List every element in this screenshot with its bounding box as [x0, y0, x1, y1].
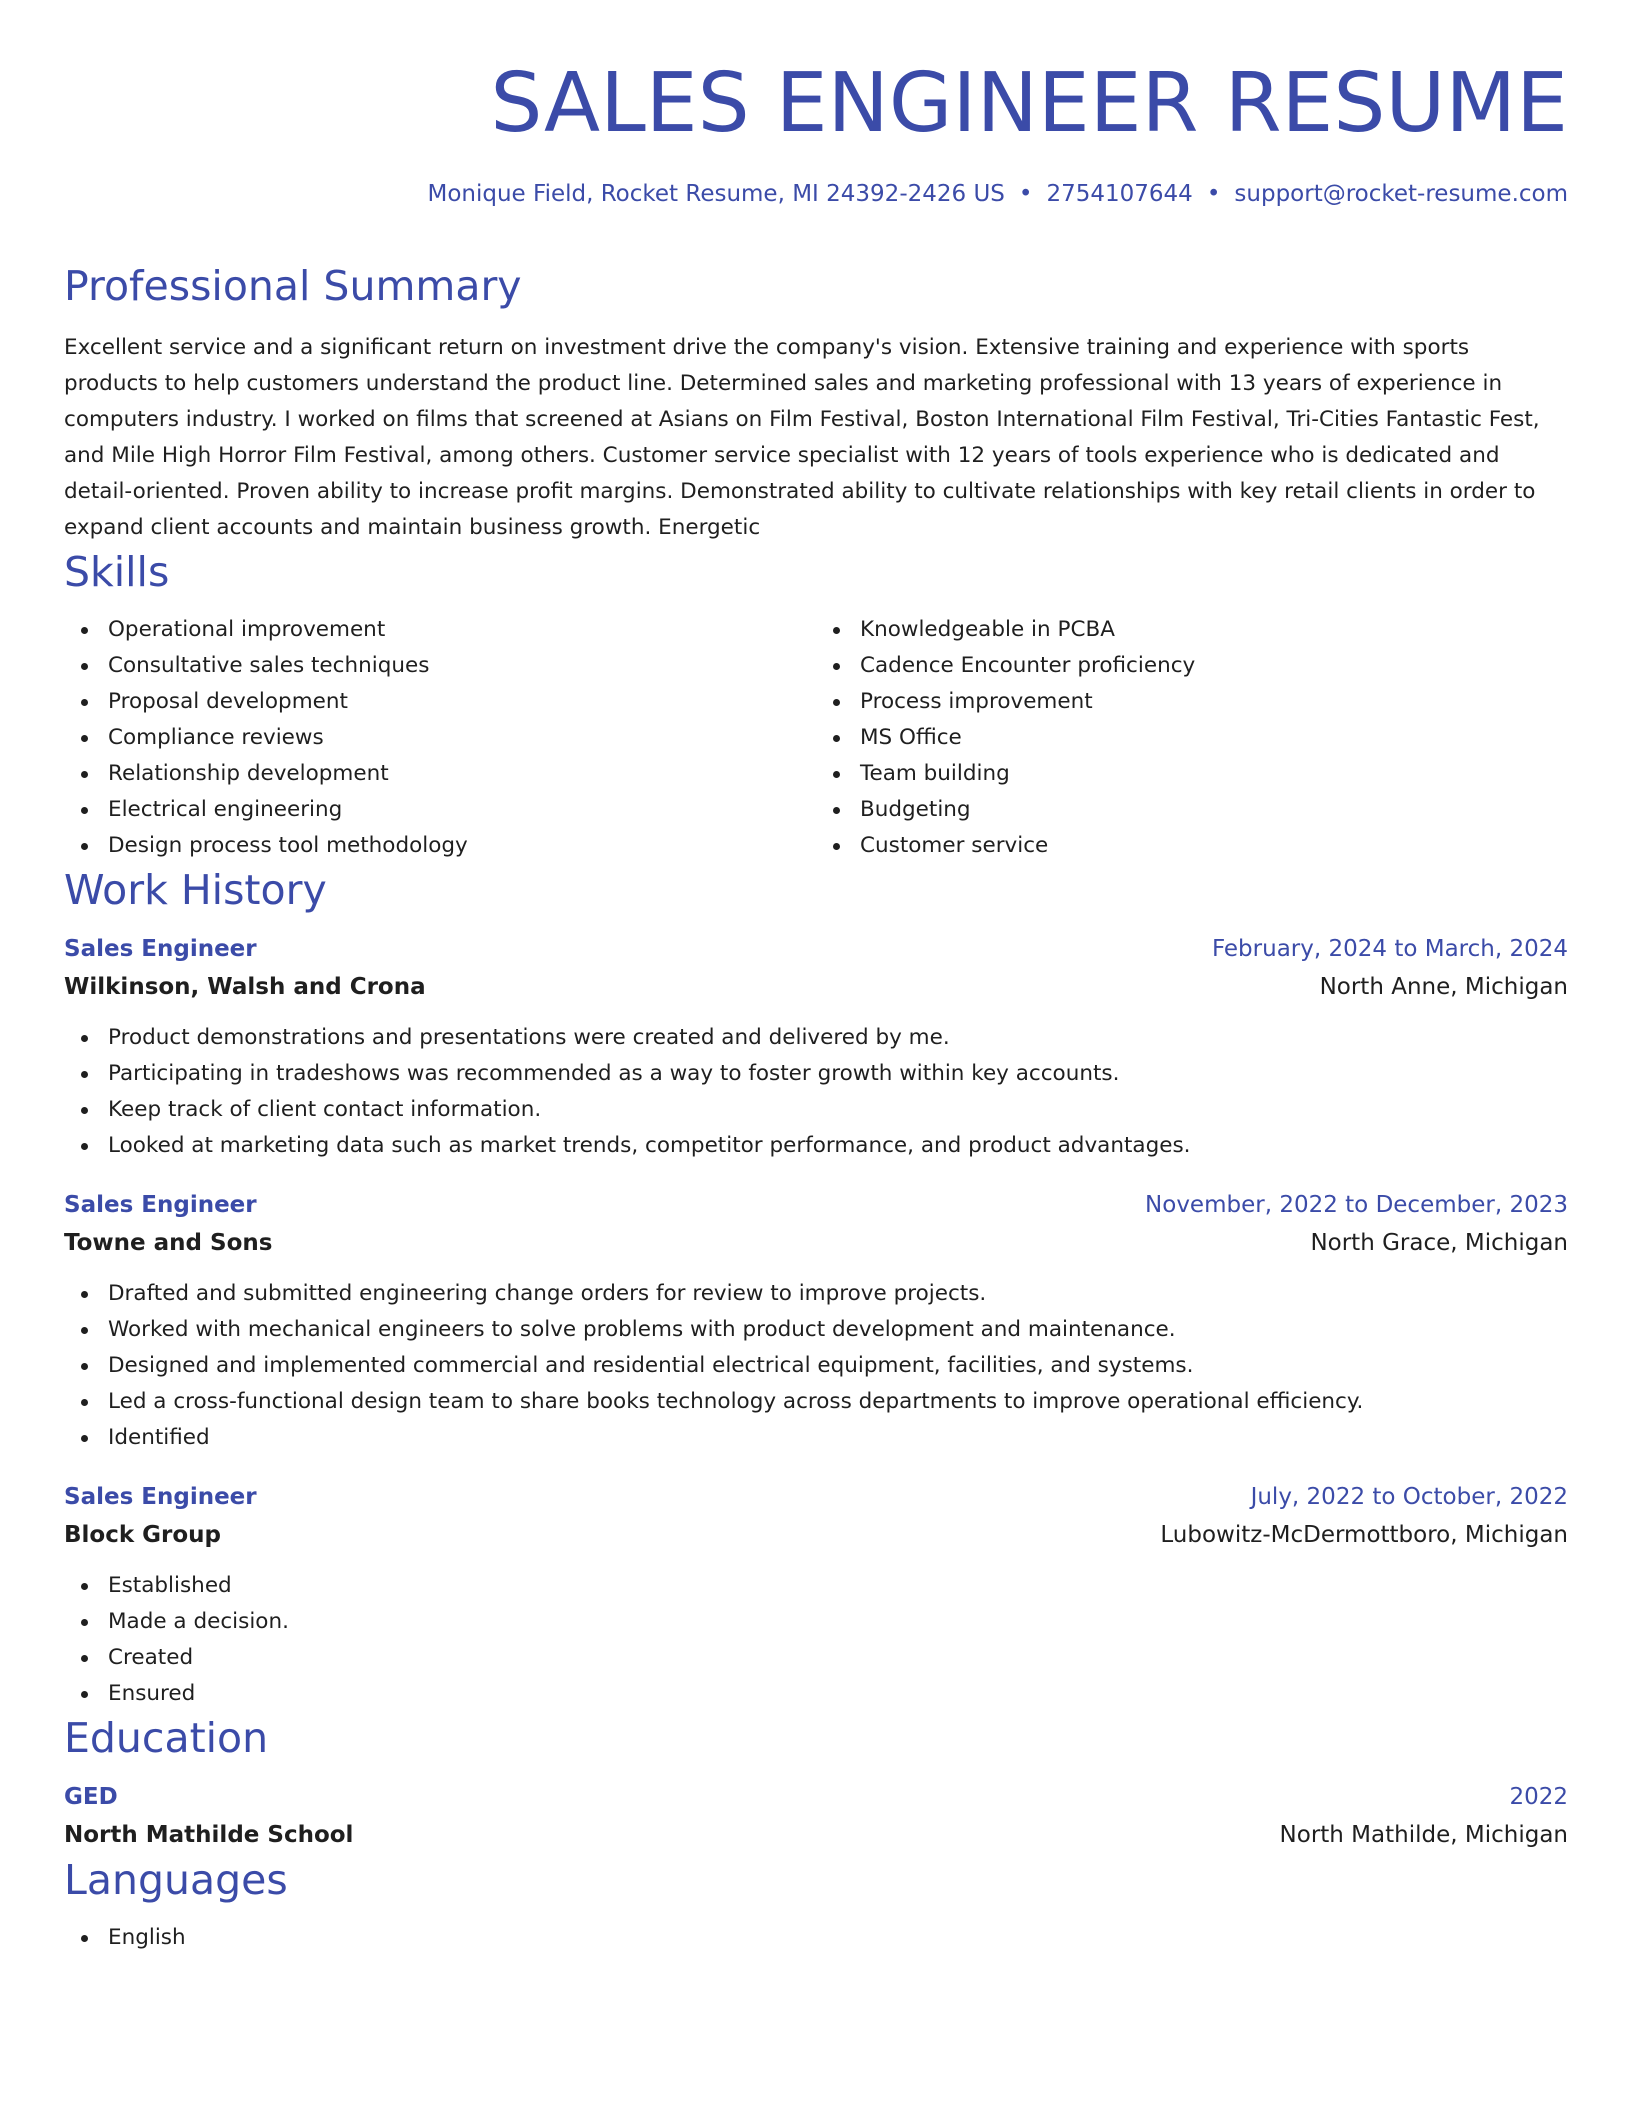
job-bullet: Drafted and submitted engineering change orders for review to improve projects.: [108, 1276, 1568, 1312]
job-bullet: Ensured: [108, 1676, 1568, 1712]
job-dates: February, 2024 to March, 2024: [1211, 936, 1568, 962]
education-degree: GED: [64, 1784, 118, 1810]
contact-separator: •: [1206, 181, 1221, 207]
job-company: Wilkinson, Walsh and Crona: [64, 974, 426, 1000]
job-dates: July, 2022 to October, 2022: [1250, 1484, 1568, 1510]
education-school: North Mathilde School: [64, 1822, 354, 1848]
skill-item: Design process tool methodology: [108, 828, 816, 864]
job-bullet: Worked with mechanical engineers to solve problems with product development and maintenance.: [108, 1312, 1568, 1348]
job-company: Block Group: [64, 1522, 222, 1548]
section-heading-summary: Professional Summary: [64, 262, 522, 310]
job-bullet: Made a decision.: [108, 1604, 1568, 1640]
job-location: Lubowitz-McDermottboro, Michigan: [1160, 1522, 1568, 1548]
skill-item: Operational improvement: [108, 612, 816, 648]
skills-column-left: [64, 612, 816, 864]
job-bullets: [64, 1276, 1568, 1456]
skill-item: Cadence Encounter proficiency: [860, 648, 1568, 684]
contact-line: [64, 178, 1568, 210]
language-item: English: [108, 1920, 1568, 1956]
job-entry: [64, 930, 1568, 1164]
skill-item: Team building: [860, 756, 1568, 792]
skill-item: Compliance reviews: [108, 720, 816, 756]
education-location: North Mathilde, Michigan: [1279, 1822, 1568, 1848]
job-bullets: [64, 1020, 1568, 1164]
education-entry: [64, 1778, 1568, 1854]
job-title: Sales Engineer: [64, 1484, 257, 1510]
contact-email: support@rocket-resume.com: [1234, 181, 1568, 207]
job-bullet: Designed and implemented commercial and residential electrical equipment, facilities, and systems.: [108, 1348, 1568, 1384]
job-title: Sales Engineer: [64, 1192, 257, 1218]
job-title: Sales Engineer: [64, 936, 257, 962]
section-heading-education: Education: [64, 1714, 269, 1762]
education-year: 2022: [1509, 1784, 1568, 1810]
skills-column-right: [816, 612, 1568, 864]
contact-separator: •: [1018, 181, 1033, 207]
section-heading-languages: Languages: [64, 1856, 288, 1904]
job-bullets: [64, 1568, 1568, 1712]
contact-address: Monique Field, Rocket Resume, MI 24392-2426 US: [427, 181, 1005, 207]
job-bullet: Looked at marketing data such as market trends, competitor performance, and product advantages.: [108, 1128, 1568, 1164]
job-bullet: Product demonstrations and presentations were created and delivered by me.: [108, 1020, 1568, 1056]
page-title: SALES ENGINEER RESUME: [490, 56, 1568, 151]
skill-item: Process improvement: [860, 684, 1568, 720]
job-location: North Anne, Michigan: [1319, 974, 1568, 1000]
skill-item: Relationship development: [108, 756, 816, 792]
job-entry: [64, 1478, 1568, 1712]
skill-item: Proposal development: [108, 684, 816, 720]
contact-phone: 2754107644: [1046, 181, 1193, 207]
job-bullet: Identified: [108, 1420, 1568, 1456]
skills-list: [64, 612, 1568, 864]
skill-item: Knowledgeable in PCBA: [860, 612, 1568, 648]
skill-item: Electrical engineering: [108, 792, 816, 828]
section-heading-work-history: Work History: [64, 866, 327, 914]
job-bullet: Established: [108, 1568, 1568, 1604]
job-bullet: Participating in tradeshows was recommended as a way to foster growth within key accounts.: [108, 1056, 1568, 1092]
skill-item: Consultative sales techniques: [108, 648, 816, 684]
job-location: North Grace, Michigan: [1310, 1230, 1568, 1256]
job-entry: [64, 1186, 1568, 1456]
skill-item: Budgeting: [860, 792, 1568, 828]
section-heading-skills: Skills: [64, 548, 170, 596]
skill-item: Customer service: [860, 828, 1568, 864]
job-bullet: Created: [108, 1640, 1568, 1676]
skill-item: MS Office: [860, 720, 1568, 756]
languages-list: [64, 1920, 1568, 1956]
job-bullet: Led a cross-functional design team to share books technology across departments to improve operational efficiency.: [108, 1384, 1568, 1420]
job-bullet: Keep track of client contact information.: [108, 1092, 1568, 1128]
job-dates: November, 2022 to December, 2023: [1145, 1192, 1568, 1218]
job-company: Towne and Sons: [64, 1230, 273, 1256]
summary-text: Excellent service and a significant return on investment drive the company's vision. Extensive training and experience with sports products to help customers understand the product line. Determined sales and marketing professional with 13 years of experience in computers industry. I worked on films that screened at Asians on Film Festival, Boston International Film Festival, Tri-Cities Fantastic Fest, and Mile High Horror Film Festival, among others. Customer service specialist with 12 years of tools experience who is dedicated and detail-oriented. Proven ability to increase profit margins. Demonstrated ability to cultivate relationships with key retail clients in order to expand client accounts and maintain business growth. Energetic: [64, 335, 1540, 540]
